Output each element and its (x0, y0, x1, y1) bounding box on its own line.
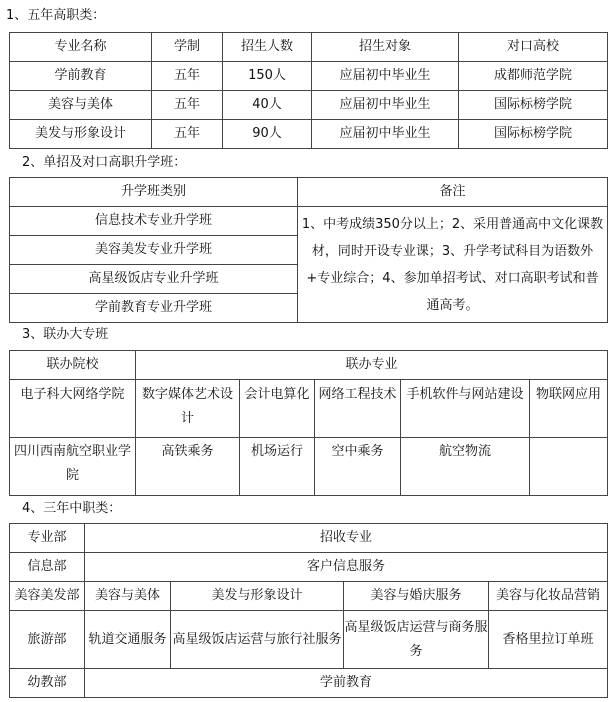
table-cell: 四川西南航空职业学院 (10, 438, 136, 496)
table-cell: 150人 (223, 62, 312, 91)
table-cell: 国际标榜学院 (459, 120, 608, 149)
table-row (10, 669, 608, 698)
header-cell: 对口高校 (459, 33, 608, 62)
table-cell: 应届初中毕业生 (312, 120, 459, 149)
table-cell: 应届初中毕业生 (312, 91, 459, 120)
table-cell: 数字媒体艺术设计 (136, 380, 240, 438)
table-cell: 美容美发专业升学班 (10, 236, 298, 265)
joint-college-table (9, 350, 608, 496)
table-header-row (10, 178, 608, 207)
table-cell: 轨道交通服务 (85, 611, 171, 669)
table-cell: 90人 (223, 120, 312, 149)
table-cell: 会计电算化 (240, 380, 315, 438)
header-cell: 专业部 (10, 524, 85, 553)
table-cell: 客户信息服务 (85, 553, 608, 582)
table-cell: 手机软件与网站建设 (401, 380, 530, 438)
upgrade-class-table (9, 177, 608, 323)
section2-heading: 2、单招及对口高职升学班： (22, 155, 187, 170)
table-row (10, 120, 608, 149)
table-cell: 美容与美体 (10, 91, 152, 120)
header-cell: 联办专业 (136, 351, 608, 380)
table-cell: 旅游部 (10, 611, 85, 669)
table-cell: 成都师范学院 (459, 62, 608, 91)
table-cell: 美发与形象设计 (171, 582, 344, 611)
table-row (10, 611, 608, 669)
table-cell: 五年 (152, 91, 223, 120)
section3-heading: 3、联办大专班 (22, 327, 109, 342)
table-cell: 40人 (223, 91, 312, 120)
section1-heading: 1、五年高职类： (6, 8, 106, 23)
table-header-row (10, 33, 608, 62)
three-year-program-table (9, 523, 608, 698)
five-year-program-table (9, 32, 608, 149)
header-cell: 招生对象 (312, 33, 459, 62)
table-cell: 美容与美体 (85, 582, 171, 611)
table-cell: 高铁乘务 (136, 438, 240, 496)
table-cell: 香格里拉订单班 (489, 611, 608, 669)
table-cell: 网络工程技术 (315, 380, 401, 438)
table-row (10, 380, 608, 438)
table-header-row (10, 524, 608, 553)
table-row (10, 62, 608, 91)
table-cell: 应届初中毕业生 (312, 62, 459, 91)
header-cell: 备注 (298, 178, 608, 207)
header-cell: 联办院校 (10, 351, 136, 380)
table-cell: 国际标榜学院 (459, 91, 608, 120)
table-cell: 信息部 (10, 553, 85, 582)
table-row (10, 207, 608, 236)
header-cell: 升学班类别 (10, 178, 298, 207)
table-cell: 机场运行 (240, 438, 315, 496)
table-cell: 航空物流 (401, 438, 530, 496)
header-cell: 招收专业 (85, 524, 608, 553)
table-cell: 学前教育专业升学班 (10, 294, 298, 323)
table-cell: 信息技术专业升学班 (10, 207, 298, 236)
table-cell: 物联网应用 (530, 380, 608, 438)
table-cell: 五年 (152, 62, 223, 91)
table-cell: 高星级饭店运营与旅行社服务 (171, 611, 344, 669)
table-cell: 五年 (152, 120, 223, 149)
table-cell: 空中乘务 (315, 438, 401, 496)
note-cell: 1、中考成绩350分以上；2、采用普通高中文化课教材，同时开设专业课；3、升学考试科目为语数外+专业综合；4、参加单招考试、对口高职考试和普通高考。 (298, 207, 608, 323)
table-cell: 高星级饭店专业升学班 (10, 265, 298, 294)
header-cell: 专业名称 (10, 33, 152, 62)
table-cell: 学前教育 (85, 669, 608, 698)
section4-heading: 4、三年中职类： (22, 501, 122, 516)
table-cell: 幼教部 (10, 669, 85, 698)
table-cell: 美发与形象设计 (10, 120, 152, 149)
table-row (10, 91, 608, 120)
header-cell: 学制 (152, 33, 223, 62)
table-row (10, 582, 608, 611)
table-cell: 学前教育 (10, 62, 152, 91)
header-cell: 招生人数 (223, 33, 312, 62)
table-cell (530, 438, 608, 496)
table-header-row (10, 351, 608, 380)
table-row (10, 438, 608, 496)
table-cell: 美容与婚庆服务 (344, 582, 489, 611)
table-cell: 美容与化妆品营销 (489, 582, 608, 611)
table-cell: 高星级饭店运营与商务服务 (344, 611, 489, 669)
table-row (10, 553, 608, 582)
table-cell: 美容美发部 (10, 582, 85, 611)
table-cell: 电子科大网络学院 (10, 380, 136, 438)
